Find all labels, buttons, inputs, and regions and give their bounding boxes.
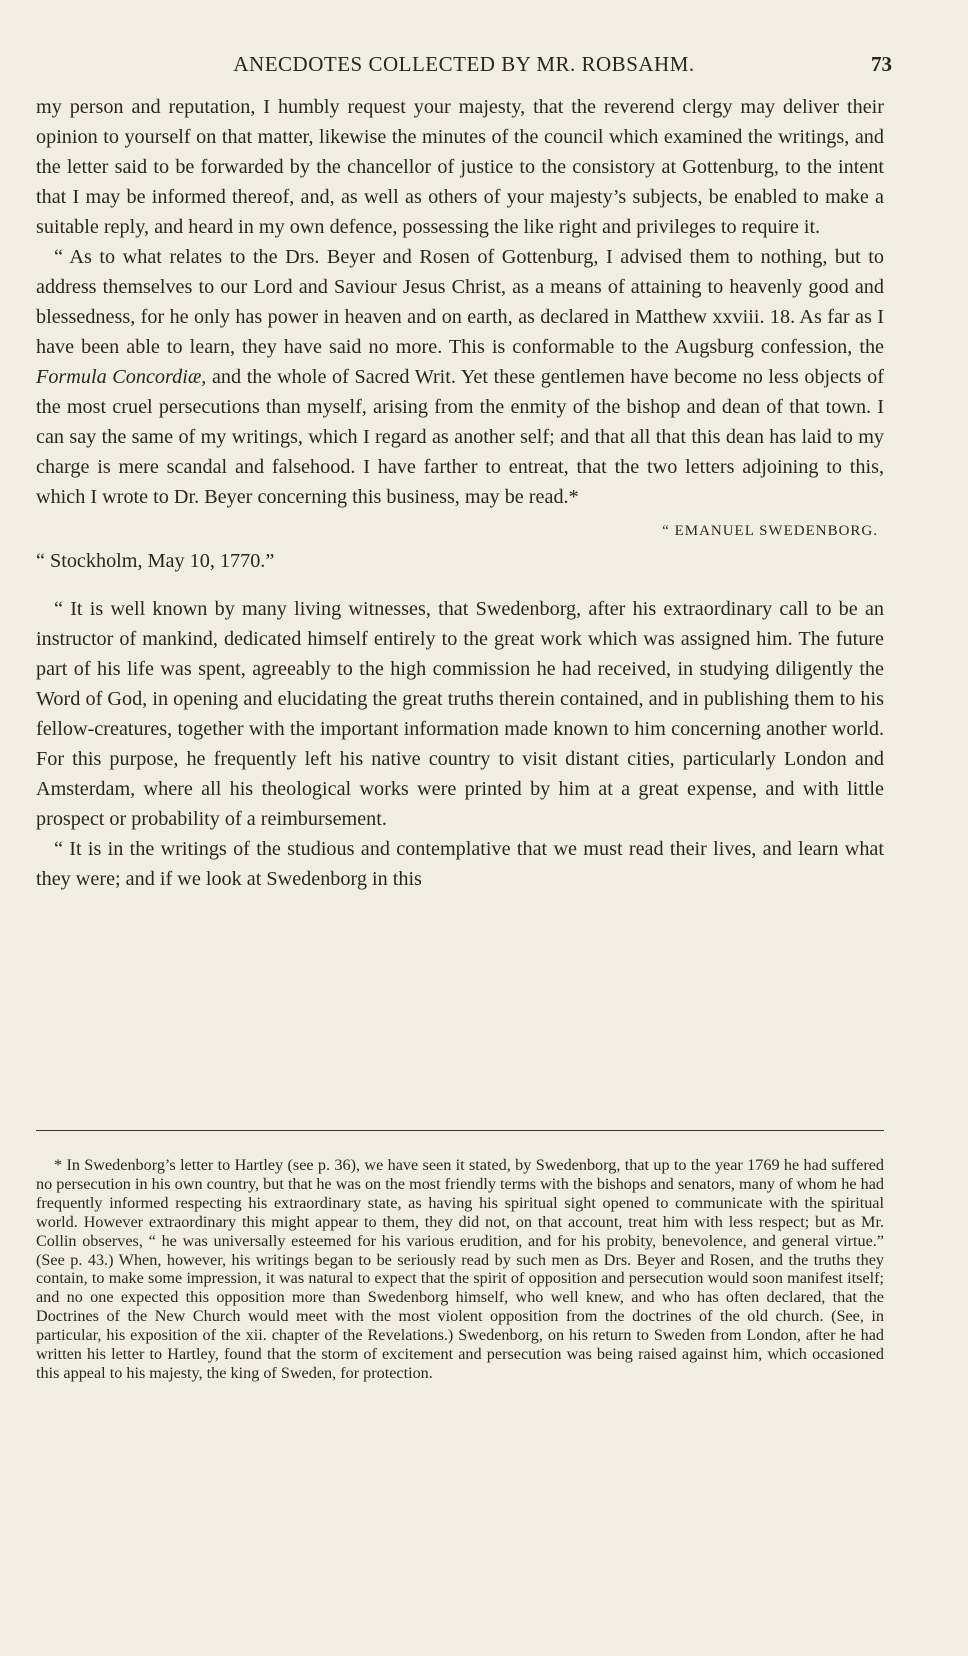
footnote-divider (36, 1130, 884, 1131)
running-title: ANECDOTES COLLECTED BY MR. ROBSAHM. (233, 52, 695, 76)
paragraph-2-part-a: “ As to what relates to the Drs. Beyer and Rosen of Gottenburg, I advised them to nothing, but to address themselves to our Lord and Saviour Jesus Christ, as a means of attaining to heavenly good and blessedness, for he only has power in heaven and on earth, as declared in Matthew xxviii. 18. As far as I have been able to learn, they have said no more. This is conformable to the Augsburg confession, the (36, 246, 884, 358)
paragraph-1: my person and reputation, I humbly request your majesty, that the reverend clergy may deliver their opinion to yourself on that matter, likewise the minutes of the council which examined the writings, and the letter said to be forwarded by the chancellor of justice to the consistory at Gottenburg, to the intent that I may be informed thereof, and, as well as others of your majesty’s subjects, be enabled to make a suitable reply, and heard in my own defence, possessing the like right and privileges to require it. (36, 96, 884, 238)
page-header (36, 52, 892, 80)
formula-concordiae-italic: Formula Concordiæ, (36, 366, 207, 388)
paragraph-3: “ It is well known by many living witnesses, that Swedenborg, after his extraordinary call to be an instructor of mankind, dedicated himself entirely to the great work which was assigned him. The future part of his life was spent, agreeably to the high commission he had received, in studying diligently the Word of God, in opening and elucidating the great truths therein contained, and in publishing them to his fellow-creatures, together with the important information made known to him concerning another world. For this purpose, he frequently left his native country to visit distant cities, particularly London and Amsterdam, where all his theological works were printed by him at a great expense, and with little prospect or probability of a reimbursement. (36, 598, 884, 830)
footnote: * In Swedenborg’s letter to Hartley (see p. 36), we have seen it stated, by Swedenborg, that up to the year 1769 he had suffered no persecution in his own country, but that he was on the most friendly terms with the bishops and senators, many of whom he had frequently informed respecting his extraordinary state, as having his spiritual sight opened to communicate with the spiritual world. However extraordinary this might appear to them, they did not, on that account, treat him with less respect; but as Mr. Collin observes, “ he was universally esteemed for his various erudition, and for his probity, benevolence, and general virtue.” (See p. 43.) When, however, his writings began to be seriously read by such men as Drs. Beyer and Rosen, and the truths they contain, to make some impression, it was natural to expect that the spirit of opposition and persecution would soon manifest itself; and no one expected this opposition more than Swedenborg himself, who well knew, and who has often declared, that the Doctrines of the New Church would meet with the most violent opposition from the doctrines of the old church. (See, in particular, his exposition of the xii. chapter of the Revelations.) Swedenborg, on his return to Sweden from London, after he had written his letter to Hartley, found that the storm of excitement and persecution was being raised against him, which occasioned this appeal to his majesty, the king of Sweden, for protection. (36, 1156, 884, 1382)
letter-date: “ Stockholm, May 10, 1770.” (36, 550, 275, 572)
main-text (36, 92, 884, 894)
paragraph-2-part-b: and the whole of Sacred Writ. Yet these gentlemen have become no less objects of the most cruel persecutions than myself, arising from the enmity of the bishop and dean of that town. I can say the same of my writings, which I regard as another self; and that all that this dean has laid to my charge is mere scandal and falsehood. I have farther to entreat, that the two letters adjoining to this, which I wrote to Dr. Beyer concerning this business, may be read.* (36, 366, 884, 508)
paragraph-4: “ It is in the writings of the studious and contemplative that we must read their lives, and learn what they were; and if we look at Swedenborg in this (36, 838, 884, 890)
paragraph-gap (36, 576, 884, 594)
signature: “ EMANUEL SWEDENBORG. (662, 523, 878, 539)
page-number: 73 (871, 52, 892, 76)
paragraph-2 (36, 242, 884, 512)
